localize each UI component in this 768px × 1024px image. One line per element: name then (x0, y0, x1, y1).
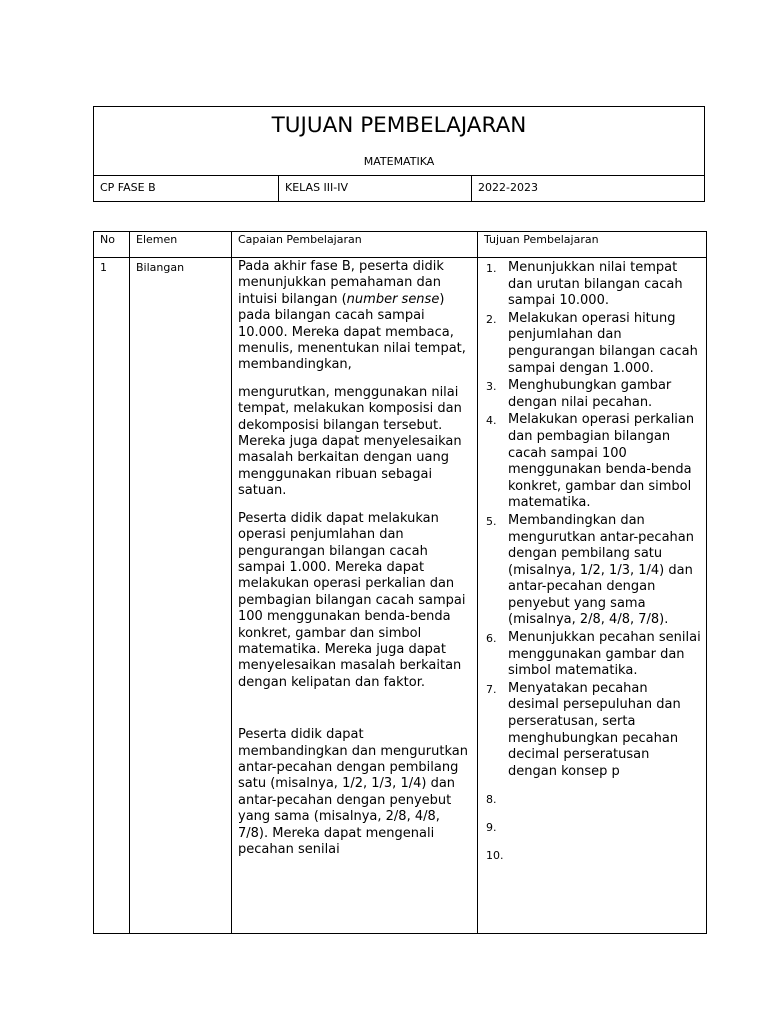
list-item (482, 630, 702, 680)
learning-objectives-table (93, 231, 707, 934)
capaian-paragraph: Peserta didik dapat membandingkan dan mengurutkan antar-pecahan dengan pembilang satu (misalnya, 1/2, 1/3, 1/4) dan antar-pecahan dengan penyebut yang sama (misalnya, 2/8, 4/8, 7/8). Mereka dapat mengenali pecahan senilai (238, 727, 468, 857)
list-item-text: Menunjukkan nilai tempat dan urutan bilangan cacah sampai 10.000. (508, 260, 683, 309)
header-info-row (94, 175, 704, 201)
capaian-paragraph (238, 259, 471, 374)
col-header-tujuan: Tujuan Pembelajaran (478, 232, 707, 258)
grade-cell: KELAS III-IV (279, 176, 472, 201)
capaian-text: ) pada bilangan cacah sampai 10.000. Mereka dapat membaca, menulis, menentukan nilai tempat, membandingkan, (238, 291, 466, 373)
col-header-capaian: Capaian Pembelajaran (232, 232, 478, 258)
capaian-paragraph: Peserta didik dapat melakukan operasi penjumlahan dan pengurangan bilangan cacah sampai 1.000. Mereka dapat melakukan operasi perkalian dan pembagian bilangan cacah sampai 100 menggunakan benda-benda konkret, gambar dan simbol matematika. Mereka juga dapat menyelesaikan masalah berkaitan dengan kelipatan dan faktor. (238, 510, 466, 690)
list-item-text: Menunjukkan pecahan senilai menggunakan gambar dan simbol matematika. (508, 630, 701, 679)
list-item-number: 7. (486, 682, 497, 696)
list-item-empty (482, 819, 702, 836)
tujuan-list (482, 260, 702, 780)
tujuan-empty-list (482, 791, 702, 864)
tujuan-cell (478, 258, 707, 934)
list-item (482, 513, 702, 629)
table-row (94, 258, 707, 934)
capaian-text: Pada akhir fase B, peserta didik menunjukkan pemahaman dan intuisi bilangan ( (238, 259, 444, 307)
list-item-number: 3. (486, 380, 497, 394)
capaian-term: number sense (346, 291, 440, 307)
phase-cell: CP FASE B (94, 176, 279, 201)
year-cell: 2022-2023 (478, 181, 538, 194)
list-item-text: Melakukan operasi perkalian dan pembagian bilangan cacah sampai 100 menggunakan benda-benda konkret, gambar dan simbol matematika. (508, 412, 695, 511)
row-elemen: Bilangan (130, 258, 232, 934)
capaian-paragraph: mengurutkan, menggunakan nilai tempat, melakukan komposisi dan dekomposisi bilangan tersebut. Mereka juga dapat menyelesaikan masalah berkaitan dengan uang menggunakan ribuan sebagai satuan. (238, 384, 462, 499)
col-header-no: No (94, 232, 130, 258)
capaian-cell (232, 258, 478, 934)
list-item-number: 1. (486, 262, 497, 275)
list-item-number: 5. (486, 514, 497, 528)
list-item-empty (482, 847, 702, 864)
list-item (482, 412, 702, 512)
list-item (482, 311, 702, 377)
header-box (93, 106, 705, 202)
list-item-text: Menyatakan pecahan desimal persepuluhan dan perseratusan, serta menghubungkan pecahan decimal perseratusan dengan konsep p (508, 680, 681, 779)
list-item-text: Melakukan operasi hitung penjumlahan dan pengurangan bilangan cacah sampai dengan 1.000. (508, 310, 698, 376)
col-header-elemen: Elemen (130, 232, 232, 258)
list-item-text: Membandingkan dan mengurutkan antar-pecahan dengan pembilang satu (misalnya, 1/2, 1/3, 1/4) dan antar-pecahan dengan penyebut yang sama (misalnya, 2/8, 4/8, 7/8). (508, 512, 694, 628)
list-item-empty (482, 791, 702, 808)
list-item-number: 10. (486, 849, 504, 863)
list-item-text: Menghubungkan gambar dengan nilai pecahan. (508, 378, 672, 410)
list-item (482, 378, 702, 411)
table-header-row (94, 232, 707, 258)
subject-label: MATEMATIKA (363, 155, 435, 168)
list-item-number: 2. (486, 312, 497, 326)
list-item (482, 260, 702, 310)
list-item-number: 4. (486, 414, 497, 428)
list-item (482, 681, 702, 781)
list-item-number: 9. (486, 821, 497, 835)
list-item-number: 6. (486, 632, 497, 646)
list-item-number: 8. (486, 793, 497, 807)
row-number: 1 (94, 258, 130, 934)
page-title: TUJUAN PEMBELAJARAN (271, 113, 527, 138)
